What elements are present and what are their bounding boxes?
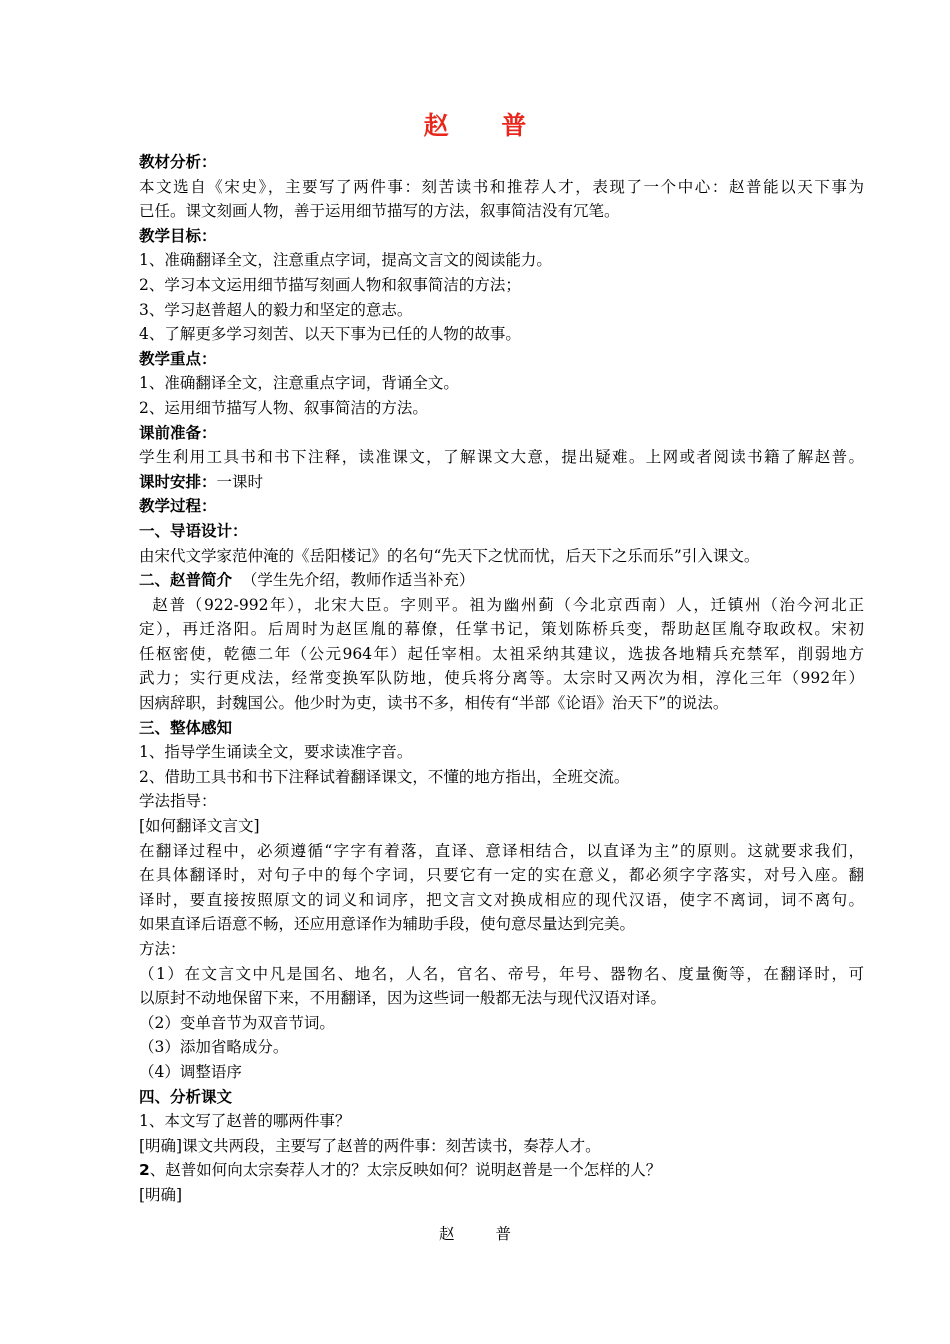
inline-heading: 2: [139, 1161, 150, 1180]
text-line: 以原封不动地保留下来，不用翻译，因为这些词一般都无法与现代汉语对译。: [139, 989, 667, 1008]
text-line: 1、指导学生诵读全文，要求读准字音。: [139, 743, 413, 762]
text-line: 1、准确翻译全文，注意重点字词，提高文言文的阅读能力。: [139, 251, 552, 270]
text-line: 由宋代文学家范仲淹的《岳阳楼记》的名句“先天下之忧而忧，后天下之乐而乐”引入课文。: [139, 546, 760, 565]
section-heading: 教学过程：: [139, 497, 217, 516]
text-line: （3）添加省略成分。: [139, 1038, 289, 1057]
text-line: 译时，要直接按照原文的词义和词序，把文言文对换成相应的现代汉语，使字不离词，词不离句。: [139, 890, 864, 909]
text-line: 2、运用细节描写人物、叙事简洁的方法。: [139, 398, 428, 417]
section-heading: 四、分析课文: [139, 1087, 233, 1106]
text-line: 在具体翻译时，对句子中的每个字词，只要它有一定的实在意义，都必须字字落实，对号入座。翻: [139, 866, 864, 885]
page-title: 赵 普: [423, 111, 549, 140]
text-line: 学法指导：: [139, 792, 217, 811]
inline-heading: 二、赵普简介: [139, 571, 233, 590]
inline-text: 一课时: [216, 472, 264, 491]
text-line: [如何翻译文言文]: [139, 817, 260, 836]
text-line: [139, 568, 864, 593]
text-line: （2）变单音节为双音节词。: [139, 1013, 335, 1032]
section-heading: 教学目标：: [139, 226, 217, 245]
section-heading: 教材分析：: [139, 153, 217, 171]
inline-text: 、赵普如何向太宗奏荐人才的？太宗反映如何？说明赵普是一个怎样的人？: [149, 1161, 662, 1180]
text-line: 2、学习本文运用细节描写刻画人物和叙事简洁的方法；: [139, 275, 521, 294]
text-line: 方法：: [139, 940, 186, 958]
text-line: （1）在文言文中凡是国名、地名，人名，官名、帝号，年号、器物名、度量衡等，在翻译时，可: [139, 964, 864, 983]
inline-heading: 课时安排：: [139, 472, 217, 491]
text-line: [139, 1158, 864, 1183]
text-line: 已任。课文刻画人物，善于运用细节描写的方法，叙事简洁没有冗笔。: [139, 202, 620, 221]
section-heading: 课前准备：: [139, 423, 217, 442]
text-line: 因病辞职，封魏国公。他少时为吏，读书不多，相传有“半部《论语》治天下”的说法。: [139, 694, 729, 713]
text-line: 定），再迁洛阳。后周时为赵匡胤的幕僚，任掌书记，策划陈桥兵变，帮助赵匡胤夺取政权。宋初: [139, 620, 864, 639]
text-line: 任枢密使，乾德二年（公元964年）起任宰相。太祖采纳其建议，选拔各地精兵充禁军，削弱地方: [139, 644, 864, 663]
text-line: 3、学习赵普超人的毅力和坚定的意志。: [139, 300, 413, 319]
page-footer: 赵 普: [439, 1225, 529, 1243]
text-line: 4、了解更多学习刻苦、以天下事为已任的人物的故事。: [139, 325, 521, 344]
text-line: （4）调整语序: [139, 1062, 242, 1081]
text-line: 本文选自《宋史》，主要写了两件事：刻苦读书和推荐人才，表现了一个中心：赵普能以天下事为: [139, 177, 864, 196]
text-line: 1、准确翻译全文，注意重点字词，背诵全文。: [139, 374, 459, 393]
text-line: 学生利用工具书和书下注释，读准课文，了解课文大意，提出疑难。上网或者阅读书籍了解赵普。: [139, 448, 864, 467]
section-heading: 一、导语设计：: [139, 521, 248, 540]
section-heading: 教学重点：: [139, 349, 217, 368]
text-line: [139, 470, 864, 495]
text-line: 在翻译过程中，必须遵循“字字有着落，直译、意译相结合，以直译为主”的原则。这就要求我们，: [139, 841, 864, 860]
text-line: 武力；实行更戍法，经常变换军队防地，使兵将分离等。太宗时又两次为相，淳化三年（992年）: [139, 669, 864, 688]
inline-text: （学生先介绍，教师作适当补充）: [232, 571, 475, 590]
text-line: 1、本文写了赵普的哪两件事？: [139, 1112, 351, 1131]
section-heading: 三、整体感知: [139, 718, 233, 737]
text-line: [明确]课文共两段，主要写了赵普的两件事：刻苦读书，奏荐人才。: [139, 1136, 601, 1155]
text-line: 2、借助工具书和书下注释试着翻译课文，不懂的地方指出，全班交流。: [139, 767, 630, 786]
text-line: 如果直译后语意不畅，还应用意译作为辅助手段，使句意尽量达到完美。: [139, 915, 636, 934]
text-line: [明确]: [139, 1185, 183, 1204]
text-line: 赵普（922-992年），北宋大臣。字则平。祖为幽州蓟（今北京西南）人，迁镇州（治今河北正: [139, 595, 864, 614]
document-body: [139, 150, 864, 1208]
